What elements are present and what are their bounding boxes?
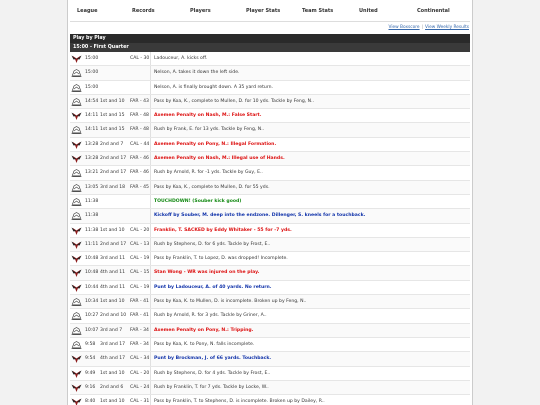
play-description: Pass by Koa, K., complete to Mullen, D. for 10 yds. Tackle by Feng, N.. (154, 98, 315, 104)
team-logo-icon (71, 211, 82, 221)
nav-league[interactable]: League (77, 8, 98, 14)
result-links (388, 25, 469, 30)
play-description: Rush by Frank, E. for 13 yds. Tackle by Feng, N.. (154, 127, 265, 133)
play-time: 10:34 (85, 299, 99, 305)
play-description: Punt by Ladouceur, A. of 40 yards. No return. (154, 284, 272, 290)
field-position: CAL - 19 (130, 284, 150, 290)
column-divider (150, 138, 151, 151)
play-description: Rush by Stephens, D. for 6 yds. Tackle by Frost, E.. (154, 241, 271, 247)
link-separator: | (421, 25, 424, 30)
down-and-distance: 4th and 11 (100, 284, 126, 290)
down-and-distance: 1st and 10 (100, 399, 125, 405)
nav-player-stats[interactable]: Player Stats (246, 8, 281, 14)
play-row (70, 395, 470, 405)
field-position: CAL - 30 (130, 56, 150, 61)
team-logo-icon (71, 297, 82, 307)
axemen-logo-icon (71, 226, 82, 236)
play-description: Pass by Franklin, T. to Stephens, D. is incomplete. Broken up by Dailey, R.. (154, 399, 325, 405)
down-and-distance: 1st and 10 (100, 227, 125, 233)
field-position: FAR - 48 (130, 127, 149, 133)
nav-players[interactable]: Players (190, 8, 211, 14)
column-divider (150, 324, 151, 337)
down-and-distance: 1st and 15 (100, 127, 125, 133)
play-time: 9:16 (85, 384, 96, 390)
field-position: FAR - 34 (130, 327, 149, 333)
play-row (70, 352, 470, 366)
column-divider (150, 52, 151, 65)
team-logo-icon (71, 83, 82, 93)
axemen-logo-icon (71, 240, 82, 250)
play-row (70, 166, 470, 180)
play-row (70, 95, 470, 109)
column-divider (150, 338, 151, 351)
column-divider (150, 181, 151, 194)
field-position: CAL - 34 (130, 356, 150, 362)
down-and-distance: 2nd and 7 (100, 141, 124, 147)
column-divider (150, 295, 151, 308)
play-time: 15:00 (85, 56, 99, 61)
play-time: 9:49 (85, 370, 96, 376)
column-divider (150, 367, 151, 380)
play-time: 10:07 (85, 327, 99, 333)
team-logo-icon (71, 183, 82, 193)
play-time: 10:44 (85, 284, 99, 290)
column-divider (150, 166, 151, 179)
team-logo-icon (71, 125, 82, 135)
down-and-distance: 2nd and 17 (100, 241, 127, 247)
column-divider (150, 195, 151, 208)
down-and-distance: 2nd and 10 (100, 313, 127, 319)
field-position: CAL - 19 (130, 256, 150, 262)
play-row (70, 252, 470, 266)
team-logo-icon (71, 311, 82, 321)
play-description: Axemen Penalty on Pony, N.: Tripping. (154, 327, 254, 333)
play-row (70, 281, 470, 295)
play-description: Nelson, A. is finally brought down. A 35 yard return. (154, 84, 273, 90)
play-description: Stan Wong - WR was injured on the play. (154, 270, 260, 276)
play-time: 11:38 (85, 213, 99, 219)
play-time: 14:11 (85, 113, 99, 119)
play-row (70, 381, 470, 395)
field-position: FAR - 34 (130, 341, 149, 347)
play-description: Pass by Koa, K. to Mullen, D. is incomplete. Broken up by Feng, N.. (154, 299, 307, 305)
play-time: 11:11 (85, 241, 99, 247)
team-logo-icon (71, 68, 82, 78)
column-divider (150, 266, 151, 279)
field-position: CAL - 31 (130, 399, 150, 405)
page-container (67, 0, 473, 405)
play-row (70, 123, 470, 137)
nav-continental[interactable]: Continental (417, 8, 450, 14)
column-divider (150, 238, 151, 251)
down-and-distance: 1st and 10 (100, 370, 125, 376)
play-description: Axemen Penalty on Pony, N.: Illegal Formation. (154, 141, 277, 147)
play-time: 15:00 (85, 70, 99, 76)
field-position: FAR - 46 (130, 156, 149, 162)
column-divider (150, 381, 151, 394)
team-logo-icon (71, 97, 82, 107)
quarter-header: 15:00 - First Quarter (70, 43, 470, 52)
play-description: Rush by Stephens, D. for 4 yds. Tackle by Frost, E.. (154, 370, 271, 376)
play-row (70, 295, 470, 309)
play-row (70, 324, 470, 338)
view-boxscore-link[interactable]: View Boxscore (388, 25, 420, 30)
field-position: CAL - 20 (130, 370, 150, 376)
column-divider (150, 123, 151, 136)
play-description: Kickoff by Souber, M. deep into the endzone. Dillenger, S. kneels for a touchback. (154, 213, 366, 219)
play-description: Punt by Brockman, J. of 66 yards. Touchback. (154, 356, 272, 362)
play-description: Ladouceur, A. kicks off. (154, 56, 208, 61)
down-and-distance: 3rd and 17 (100, 341, 126, 347)
play-description: Rush by Arnold, R. for -1 yds. Tackle by Guy, E.. (154, 170, 263, 176)
down-and-distance: 3rd and 7 (100, 327, 123, 333)
axemen-logo-icon (71, 154, 82, 164)
nav-united[interactable]: United (359, 8, 378, 14)
column-divider (150, 152, 151, 165)
column-divider (150, 281, 151, 294)
down-and-distance: 3rd and 11 (100, 256, 126, 262)
axemen-logo-icon (71, 383, 82, 393)
field-position: CAL - 44 (130, 141, 150, 147)
field-position: FAR - 45 (130, 184, 149, 190)
play-row (70, 138, 470, 152)
field-position: CAL - 24 (130, 384, 150, 390)
column-divider (150, 224, 151, 237)
view-weekly-results-link[interactable]: View Weekly Results (425, 25, 469, 30)
column-divider (150, 109, 151, 122)
field-position: CAL - 13 (130, 241, 150, 247)
axemen-logo-icon (71, 354, 82, 364)
play-time: 14:11 (85, 127, 99, 133)
field-position: FAR - 46 (130, 170, 149, 176)
play-time: 10:48 (85, 270, 99, 276)
column-divider (150, 66, 151, 79)
field-position: FAR - 43 (130, 98, 149, 104)
play-row (70, 81, 470, 95)
team-logo-icon (71, 326, 82, 336)
play-description: Pass by Franklin, T. to Lopez, D. was dropped! Incomplete. (154, 256, 288, 262)
play-row (70, 338, 470, 352)
team-logo-icon (71, 197, 82, 207)
play-time: 14:54 (85, 98, 99, 104)
column-divider (150, 309, 151, 322)
play-row (70, 367, 470, 381)
down-and-distance: 4th and 11 (100, 270, 126, 276)
field-position: FAR - 41 (130, 313, 149, 319)
field-position: FAR - 41 (130, 299, 149, 305)
play-time: 11:38 (85, 198, 99, 204)
play-description: Rush by Franklin, T. for 7 yds. Tackle by Locke, W.. (154, 384, 269, 390)
play-description: TOUCHDOWN! (Souber kick good) (154, 198, 242, 204)
play-time: 9:54 (85, 356, 96, 362)
play-by-play-header: Play by Play (70, 34, 470, 43)
team-logo-icon (71, 340, 82, 350)
axemen-logo-icon (71, 140, 82, 150)
play-description: Franklin, T. SACKED by Eddy Whitaker - 55 for -7 yds. (154, 227, 292, 233)
play-time: 10:48 (85, 256, 99, 262)
column-divider (150, 395, 151, 405)
play-row (70, 66, 470, 80)
axemen-logo-icon (71, 111, 82, 121)
play-time: 13:28 (85, 141, 99, 147)
play-time: 10:27 (85, 313, 99, 319)
down-and-distance: 1st and 10 (100, 299, 125, 305)
play-time: 13:21 (85, 170, 99, 176)
play-row (70, 209, 470, 223)
down-and-distance: 1st and 10 (100, 98, 125, 104)
play-time: 11:38 (85, 227, 99, 233)
axemen-logo-icon (71, 283, 82, 293)
down-and-distance: 2nd and 6 (100, 384, 124, 390)
play-time: 13:28 (85, 156, 99, 162)
column-divider (150, 252, 151, 265)
play-row (70, 152, 470, 166)
axemen-logo-icon (71, 254, 82, 264)
field-position: CAL - 20 (130, 227, 150, 233)
down-and-distance: 2nd and 17 (100, 170, 127, 176)
nav-records[interactable]: Records (132, 8, 155, 14)
play-time: 15:00 (85, 84, 99, 90)
axemen-logo-icon (71, 54, 82, 64)
axemen-logo-icon (71, 369, 82, 379)
play-row (70, 238, 470, 252)
down-and-distance: 4th and 17 (100, 356, 126, 362)
column-divider (150, 81, 151, 94)
down-and-distance: 3rd and 18 (100, 184, 126, 190)
play-row (70, 52, 470, 66)
play-row (70, 109, 470, 123)
axemen-logo-icon (71, 397, 82, 405)
down-and-distance: 2nd and 17 (100, 156, 127, 162)
play-description: Axemen Penalty on Nash, M.: False Start. (154, 113, 262, 119)
field-position: CAL - 15 (130, 270, 150, 276)
play-time: 8:40 (85, 399, 96, 405)
play-row (70, 266, 470, 280)
nav-team-stats[interactable]: Team Stats (302, 8, 334, 14)
play-row (70, 181, 470, 195)
column-divider (150, 95, 151, 108)
play-description: Nelson, A. takes it down the left side. (154, 70, 240, 76)
play-description: Axemen Penalty on Nash, M.: Illegal use of Hands. (154, 156, 285, 162)
play-time: 13:05 (85, 184, 99, 190)
field-position: FAR - 48 (130, 113, 149, 119)
play-row (70, 309, 470, 323)
play-list (70, 52, 470, 405)
play-description: Pass by Koa, K. to Pony, N. falls incomplete. (154, 341, 255, 347)
column-divider (150, 352, 151, 365)
top-nav (70, 0, 470, 22)
team-logo-icon (71, 168, 82, 178)
axemen-logo-icon (71, 268, 82, 278)
down-and-distance: 1st and 15 (100, 113, 125, 119)
play-description: Pass by Koa, K., complete to Mullen, D. for 55 yds. (154, 184, 270, 190)
column-divider (150, 209, 151, 222)
play-row (70, 224, 470, 238)
play-row (70, 195, 470, 209)
play-description: Rush by Arnold, R. for 3 yds. Tackle by Griner, A.. (154, 313, 267, 319)
play-time: 9:58 (85, 341, 96, 347)
